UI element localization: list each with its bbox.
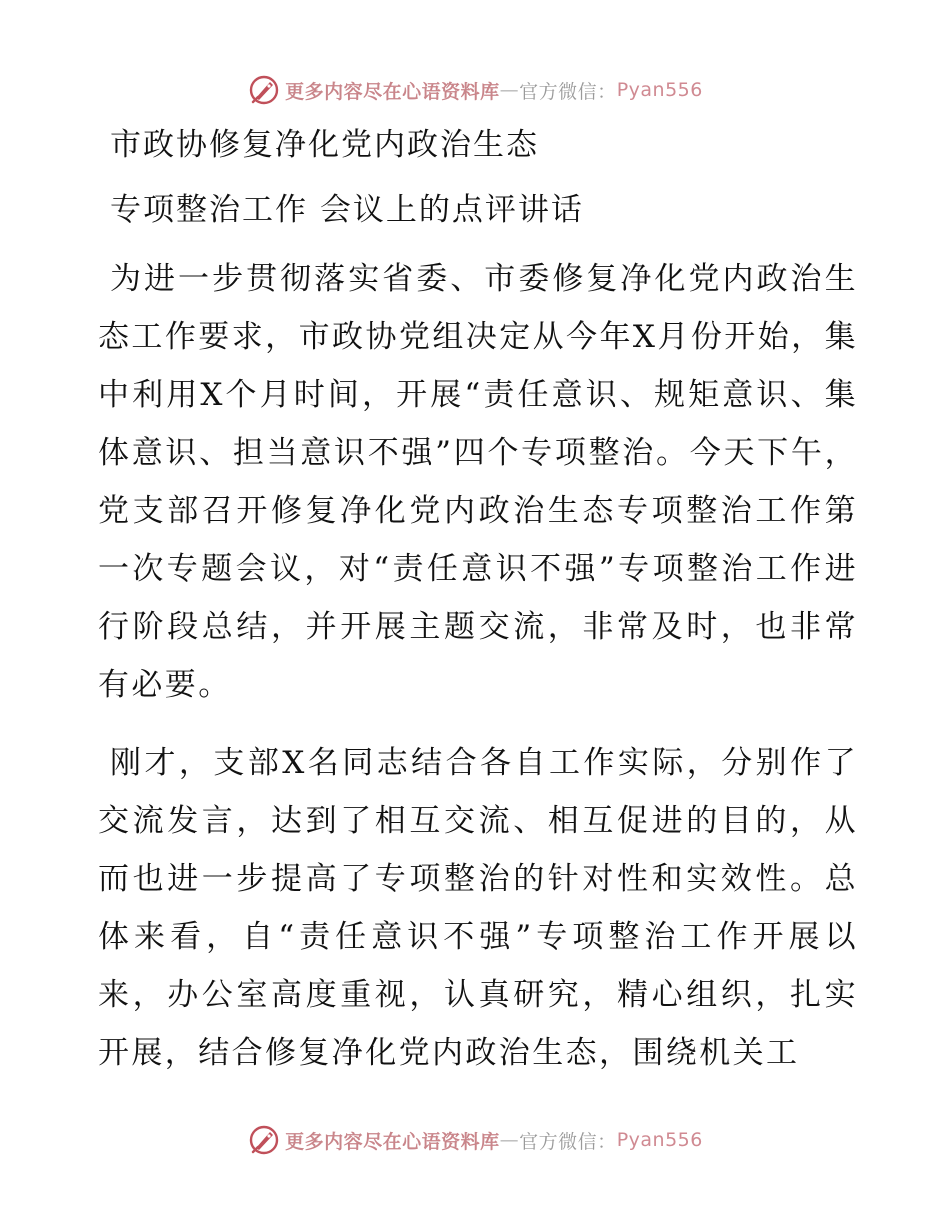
quill-logo-icon — [247, 1123, 281, 1157]
footer-watermark — [0, 1120, 950, 1160]
document-title-line1: 市政协修复净化党内政治生态 — [110, 127, 539, 163]
watermark-text: 更多内容尽在心语资料库 — [285, 1130, 500, 1153]
watermark-text: 更多内容尽在心语资料库 — [285, 80, 500, 103]
watermark-dash: — — [499, 79, 520, 101]
watermark-official-label: 官方微信： — [519, 80, 617, 103]
watermark-official-label: 官方微信： — [519, 1130, 617, 1153]
watermark-wechat-id: Pyan556 — [616, 1129, 703, 1151]
quill-logo-icon — [247, 73, 281, 107]
paragraph-1: 为进一步贯彻落实省委、市委修复净化党内政治生态工作要求，市政协党组决定从今年X月份开始，集中利用X个月时间，开展“责任意识、规矩意识、集体意识、担当意识不强”四个专项整治。今天下午，党支部召开修复净化党内政治生态专项整治工作第一次专题会议，对“责任意识不强”专项整治工作进行阶段总结，并开展主题交流，非常及时，也非常有必要。 — [98, 261, 858, 703]
header-watermark — [0, 70, 950, 110]
watermark-dash: — — [499, 1129, 520, 1151]
document-title-line2: 专项整治工作 会议上的点评讲话 — [110, 192, 584, 228]
watermark-wechat-id: Pyan556 — [616, 79, 703, 101]
document-body — [98, 125, 858, 1082]
paragraph-2: 刚才，支部X名同志结合各自工作实际，分别作了交流发言，达到了相互交流、相互促进的目的，从而也进一步提高了专项整治的针对性和实效性。总体来看，自“责任意识不强”专项整治工作开展以来，办公室高度重视，认真研究，精心组织，扎实开展，结合修复净化党内政治生态，围绕机关工 — [98, 745, 858, 1071]
